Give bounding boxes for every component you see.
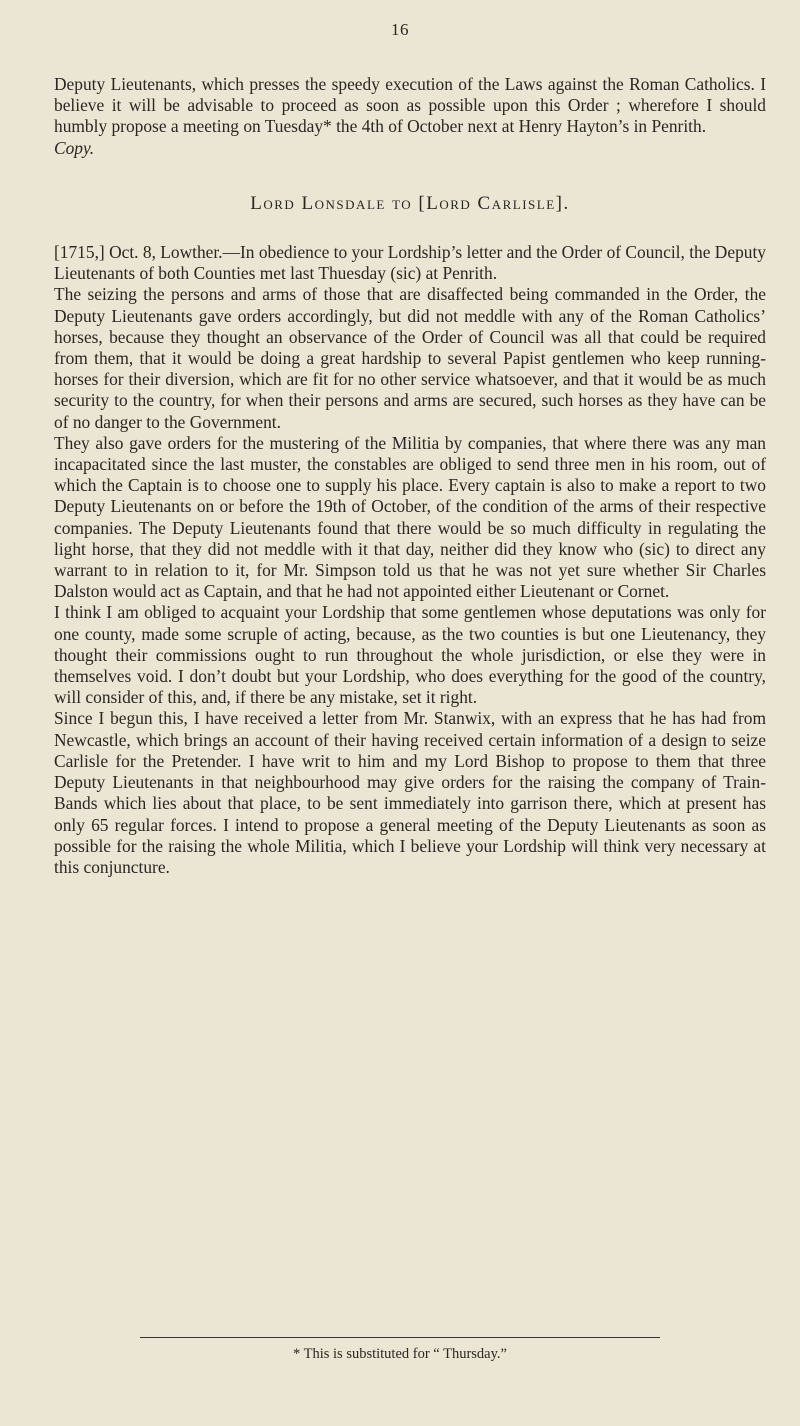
letter-paragraph-1: [1715,] Oct. 8, Lowther.—In obedience to your Lordship’s letter and the Order of Council, the Deputy Lieutenants of both Counties met last Thuesday (sic) at Penrith. xyxy=(54,242,766,284)
opening-paragraph: Deputy Lieutenants, which presses the speedy execution of the Laws against the Roman Catholics. I believe it will be advisable to proceed as soon as possible upon this Order ; wherefore I should humbly propose a meeting on Tuesday* the 4th of October next at Henry Hayton’s in Penrith. xyxy=(54,74,766,137)
body-text xyxy=(54,74,766,878)
copy-label: Copy. xyxy=(54,137,95,158)
letter-paragraph-3: They also gave orders for the mustering of the Militia by companies, that where there was any man incapacitated since the last muster, the constables are obliged to send three men in his room, out of which the Captain is to choose one to supply his place. Every captain is also to make a report to two Deputy Lieutenants on or before the 19th of October, of the condition of the arms of their respective companies. The Deputy Lieutenants found that there would be so much difficulty in regulating the light horse, that they did not meddle with it that day, neither did they know who (sic) to direct any warrant to in relation to it, for Mr. Simpson told us that he was not yet sure whether Sir Charles Dalston would act as Captain, and that he had not appointed either Lieutenant or Cornet. xyxy=(54,432,766,602)
footnote: * This is substituted for “ Thursday.” xyxy=(293,1346,507,1362)
footnote-rule xyxy=(140,1337,660,1338)
page-number: 16 xyxy=(391,20,409,39)
letter-paragraph-4: I think I am obliged to acquaint your Lordship that some gentlemen whose deputations was only for one county, made some scruple of acting, because, as the two counties is but one Lieutenancy, they thought their commissions ought to run throughout the whole jurisdiction, or else they were in themselves void. I don’t doubt but your Lordship, who does everything for the good of the country, will consider of this, and, if there be any mistake, set it right. xyxy=(54,602,766,708)
letter-paragraph-2: The seizing the persons and arms of those that are disaffected being commanded in the Order, the Deputy Lieutenants gave orders accordingly, but did not meddle with any of the Roman Catholics’ horses, because they thought an observance of the Order of Council was all that could be required from them, that it would be doing a great hardship to several Papist gentlemen who keep running-horses for their diversion, which are fit for no other service whatsoever, and that it would be as much security to the country, for when their persons and arms are secured, such horses as they have can be of no danger to the Government. xyxy=(54,284,766,432)
letter-paragraph-5: Since I begun this, I have received a letter from Mr. Stanwix, with an express that he has had from Newcastle, which brings an account of their having received certain information of a design to seize Carlisle for the Pretender. I have writ to him and my Lord Bishop to propose to them that three Deputy Lieutenants in that neighbourhood may give orders for the raising the company of Train-Bands which lies about that place, to be sent immediately into garrison there, which at present has only 65 regular forces. I intend to propose a general meeting of the Deputy Lieutenants as soon as possible for the raising the whole Militia, which I believe your Lordship will think very necessary at this conjuncture. xyxy=(54,708,766,877)
letter-heading: Lord Lonsdale to [Lord Carlisle]. xyxy=(250,192,570,214)
